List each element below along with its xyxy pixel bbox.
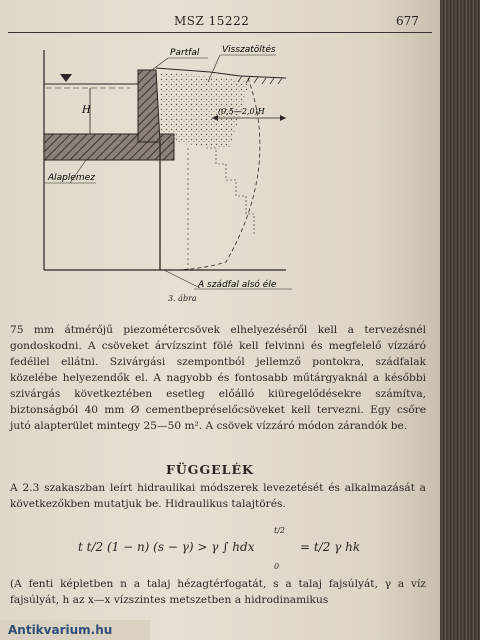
quay-wall <box>138 70 160 142</box>
dimension-label: (0,5—2,0)H <box>218 107 265 116</box>
stepped-line <box>206 148 254 234</box>
figure-3-diagram <box>30 38 300 290</box>
figure-caption: 3. ábra <box>168 294 197 303</box>
standard-title: MSZ 15222 <box>174 14 250 28</box>
partfal-label: Partfal <box>170 48 200 58</box>
paragraph-appendix-intro: A 2.3 szakaszban leírt hidraulikai módszerek levezetését és alkalmazását a következőkben mutatjuk be. Hidraulikus talajtörés. <box>10 482 426 510</box>
formula-upper-limit: t/2 <box>274 526 285 535</box>
appendix-heading: FÜGGELÉK <box>166 462 254 477</box>
paragraph-piezometers: 75 mm átmérőjű piezométercsövek elhelyezéséről kell a tervezésnél gondoskodni. A csöveket árvízszint fölé kell felvinni és megfelelő vízzáró fedéllel ellátni. Szivárgási szempontból jellemző pontokra, szádfalak közelébe helyezendők el. A nagyobb és fontosabb műtárgyaknál a későbbi szivárgás következtében esetleg előálló kiüregelődésekre számítva, biztonságból 40 mm Ø cementbepréselőcsöveket kell tervezni. Egy csőre jutó alapterület mintegy 25—50 m². A csövek vízzáró módon zárandók be. <box>10 324 426 432</box>
header-rule <box>8 32 432 33</box>
page-number: 677 <box>396 14 419 28</box>
formula-rhs: = t/2 γ hk <box>300 540 361 554</box>
watermark: Antikvarium.hu <box>0 620 150 640</box>
visszatoltes-label: Visszatöltés <box>222 45 276 55</box>
szadfal-label: A szádfal alsó éle <box>198 280 277 290</box>
paragraph-formula-explanation: (A fenti képletben n a talaj hézagtérfogatát, s a talaj fajsúlyát, γ a víz fajsúlyát, h az x—x vízszintes metszetben a hidrodinamikus <box>10 578 426 606</box>
dimension-arrow-right <box>280 115 286 121</box>
alaplemez-label: Alaplemez <box>48 173 95 183</box>
height-label: H <box>82 105 91 116</box>
szadfal-leader <box>164 270 200 288</box>
water-level-symbol <box>60 74 72 82</box>
formula-lower-limit: 0 <box>274 562 280 571</box>
formula-lhs: t t/2 (1 − n) (s − γ) > γ ∫ hdx <box>78 540 255 554</box>
page-header <box>0 14 440 34</box>
book-page-edges <box>440 0 480 640</box>
hydraulic-formula <box>78 528 378 578</box>
